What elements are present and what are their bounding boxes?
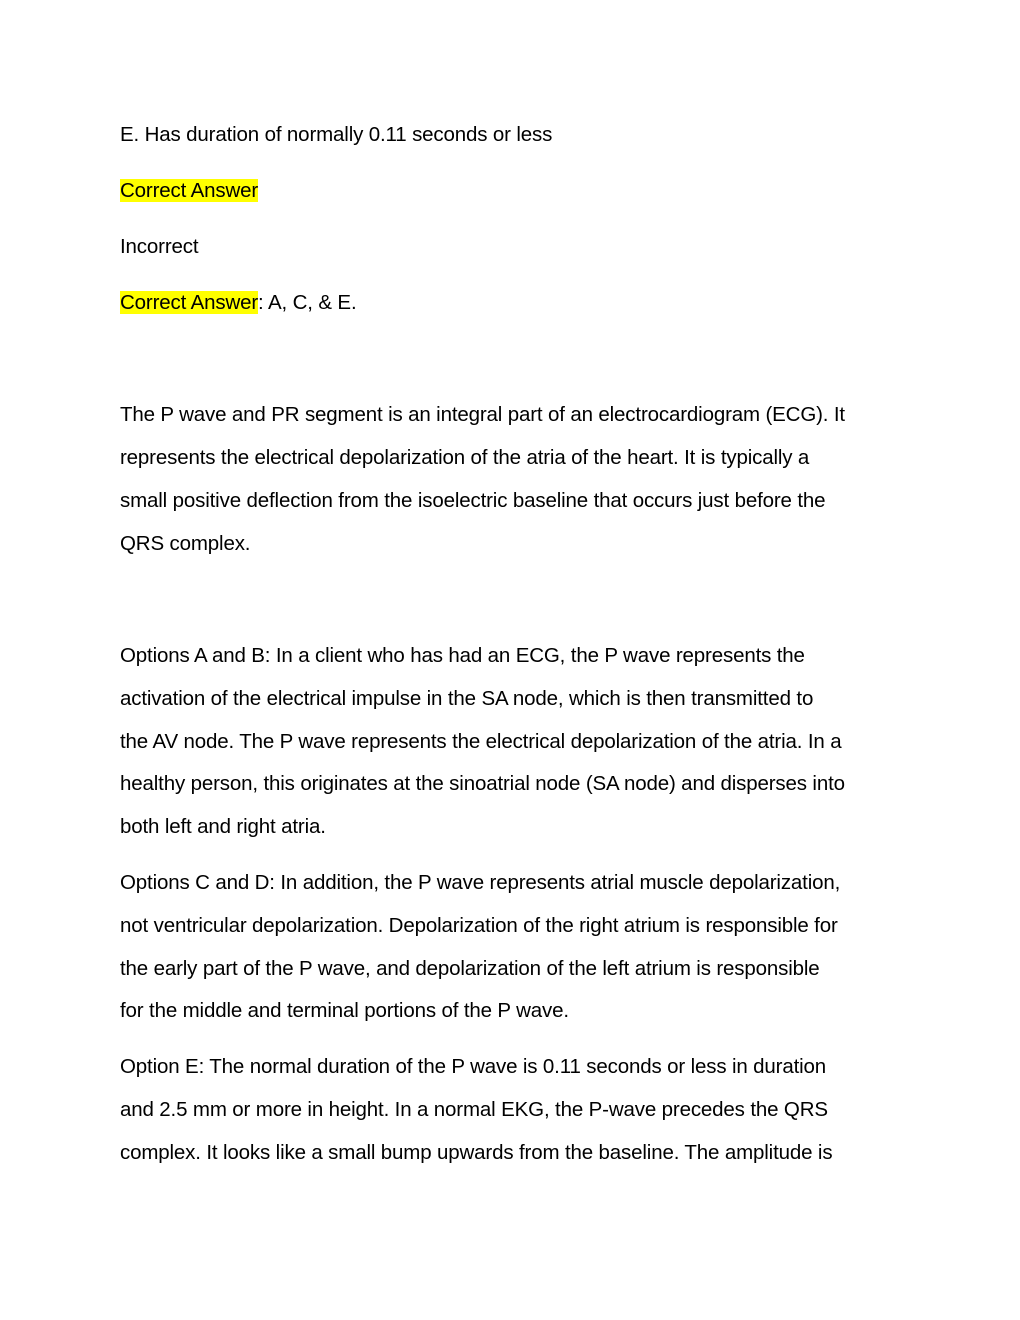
paragraph-line: activation of the electrical impulse in the SA node, which is then transmitted to bbox=[120, 687, 814, 710]
correct-answer-highlight: Correct Answer bbox=[120, 179, 259, 202]
paragraph-line: Options A and B: In a client who has had an ECG, the P wave represents the bbox=[120, 644, 805, 667]
paragraph-line: for the middle and terminal portions of the P wave. bbox=[120, 999, 569, 1022]
paragraph-line: and 2.5 mm or more in height. In a normal EKG, the P-wave precedes the QRS bbox=[120, 1098, 828, 1121]
paragraph-line: Option E: The normal duration of the P wave is 0.11 seconds or less in duration bbox=[120, 1055, 827, 1078]
paragraph-line: not ventricular depolarization. Depolarization of the right atrium is responsible for bbox=[120, 914, 838, 937]
correct-answer-line bbox=[120, 290, 357, 316]
paragraph-line: QRS complex. bbox=[120, 532, 251, 555]
paragraph-line: both left and right atria. bbox=[120, 815, 326, 838]
paragraph-line: The P wave and PR segment is an integral part of an electrocardiogram (ECG). It bbox=[120, 403, 845, 426]
answer-status: Incorrect bbox=[120, 235, 199, 258]
correct-answer-value: : A, C, & E. bbox=[258, 291, 357, 314]
option-e-text: E. Has duration of normally 0.11 seconds or less bbox=[120, 123, 553, 146]
paragraph-line: complex. It looks like a small bump upwards from the baseline. The amplitude is bbox=[120, 1141, 833, 1164]
correct-answer-highlight: Correct Answer bbox=[120, 291, 259, 314]
paragraph-line: represents the electrical depolarization of the atria of the heart. It is typically a bbox=[120, 446, 810, 469]
paragraph-line: Options C and D: In addition, the P wave represents atrial muscle depolarization, bbox=[120, 871, 841, 894]
paragraph-line: small positive deflection from the isoelectric baseline that occurs just before the bbox=[120, 489, 826, 512]
paragraph-line: the early part of the P wave, and depolarization of the left atrium is responsible bbox=[120, 957, 820, 980]
correct-answer-heading bbox=[120, 178, 258, 204]
paragraph-line: healthy person, this originates at the sinoatrial node (SA node) and disperses into bbox=[120, 772, 845, 795]
paragraph-line: the AV node. The P wave represents the electrical depolarization of the atria. In a bbox=[120, 730, 842, 753]
